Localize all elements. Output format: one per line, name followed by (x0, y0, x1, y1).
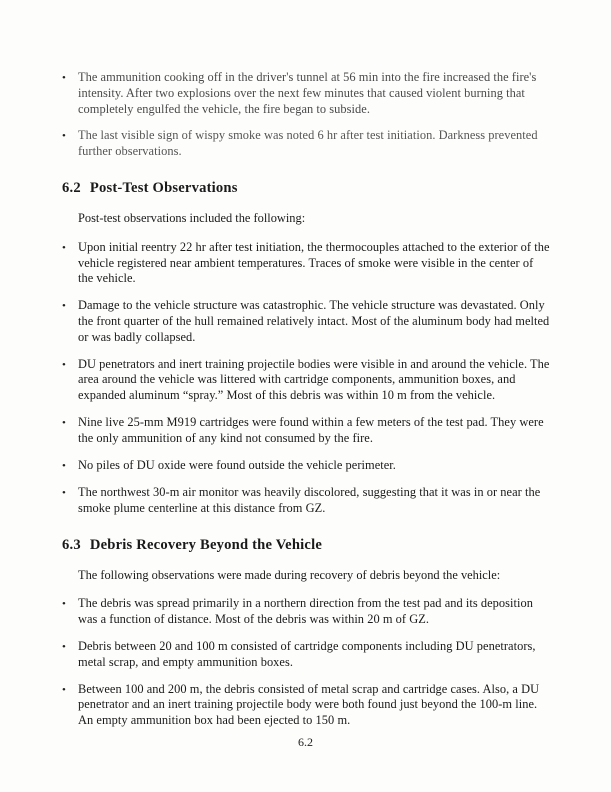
bullet-icon: • (62, 72, 66, 84)
list-item (62, 128, 550, 160)
list-item (62, 458, 550, 475)
top-bullet-group (62, 70, 550, 160)
bullet-group-6-2 (62, 240, 550, 517)
section-title: Debris Recovery Beyond the Vehicle (89, 536, 323, 553)
list-item-text: No piles of DU oxide were found outside the vehicle perimeter. (78, 457, 396, 472)
list-item-text: The northwest 30-m air monitor was heavily discolored, suggesting that it was in or near the smoke plume centerline at this distance from GZ. (78, 485, 541, 515)
list-item-text: Nine live 25-mm M919 cartridges were found within a few meters of the test pad. They were the only ammunition of any kind not consumed by the fire. (78, 414, 544, 445)
list-item-text: The last visible sign of wispy smoke was noted 6 hr after test initiation. Darkness prevented further observations. (78, 128, 538, 159)
list-item (62, 415, 550, 447)
list-item-text: Debris between 20 and 100 m consisted of cartridge components including DU penetrators, metal scrap, and empty ammunition boxes. (78, 639, 536, 669)
bullet-icon: • (62, 598, 66, 611)
list-item (62, 485, 550, 517)
list-item (62, 596, 550, 628)
bullet-icon: • (62, 683, 66, 696)
section-title: Post-Test Observations (89, 179, 238, 196)
list-item-text: The ammunition cooking off in the driver's tunnel at 56 min into the fire increased the fire's intensity. After two explosions over the next few minutes that caused violent burning that completely engulfed the vehicle, the fire began to subside. (78, 70, 537, 116)
list-item (62, 240, 550, 287)
section-lead-6-3: The following observations were made during recovery of debris beyond the vehicle: (78, 567, 501, 582)
section-number: 6.3 (62, 536, 81, 553)
bullet-icon: • (62, 459, 66, 472)
page-number-footer: 6.2 (298, 735, 313, 749)
list-item (62, 70, 550, 117)
bullet-icon: • (62, 487, 66, 500)
section-lead-6-2: Post-test observations included the following: (78, 210, 306, 225)
page-content (62, 68, 550, 740)
list-item-text: Upon initial reentry 22 hr after test initiation, the thermocouples attached to the exterior of the vehicle registered near ambient temperatures. Traces of smoke were visible in the center of the vehicle. (78, 239, 550, 286)
list-item (62, 357, 550, 404)
list-item (62, 639, 550, 671)
list-item-text: DU penetrators and inert training projectile bodies were visible in and around the vehicle. The area around the vehicle was littered with cartridge components, ammunition boxes, and expanded aluminum “spray.” Most of this debris was within 10 m from the vehicle. (78, 356, 550, 403)
section-heading-6-3 (62, 537, 550, 554)
section-heading-6-2 (62, 180, 550, 197)
bullet-group-6-3 (62, 596, 550, 729)
list-item (62, 298, 550, 345)
list-item-text: Damage to the vehicle structure was catastrophic. The vehicle structure was devastated. Only the front quarter of the hull remained relatively intact. Most of the aluminum body had melted or was badly collapsed. (78, 298, 550, 344)
list-item-text: The debris was spread primarily in a northern direction from the test pad and its deposition was a function of distance. Most of the debris was within 20 m of GZ. (78, 596, 534, 627)
bullet-icon: • (62, 416, 66, 429)
list-item (62, 682, 550, 729)
bullet-icon: • (62, 641, 66, 654)
bullet-icon: • (62, 358, 66, 371)
bullet-icon: • (62, 130, 66, 143)
list-item-text: Between 100 and 200 m, the debris consisted of metal scrap and cartridge cases. Also, a DU penetrator and an inert training projectile body were both found just beyond the 100-m line. An empty ammunition box had been ejected to 150 m. (78, 681, 540, 728)
section-number: 6.2 (62, 179, 81, 196)
bullet-icon: • (62, 300, 66, 313)
bullet-icon: • (62, 241, 66, 254)
